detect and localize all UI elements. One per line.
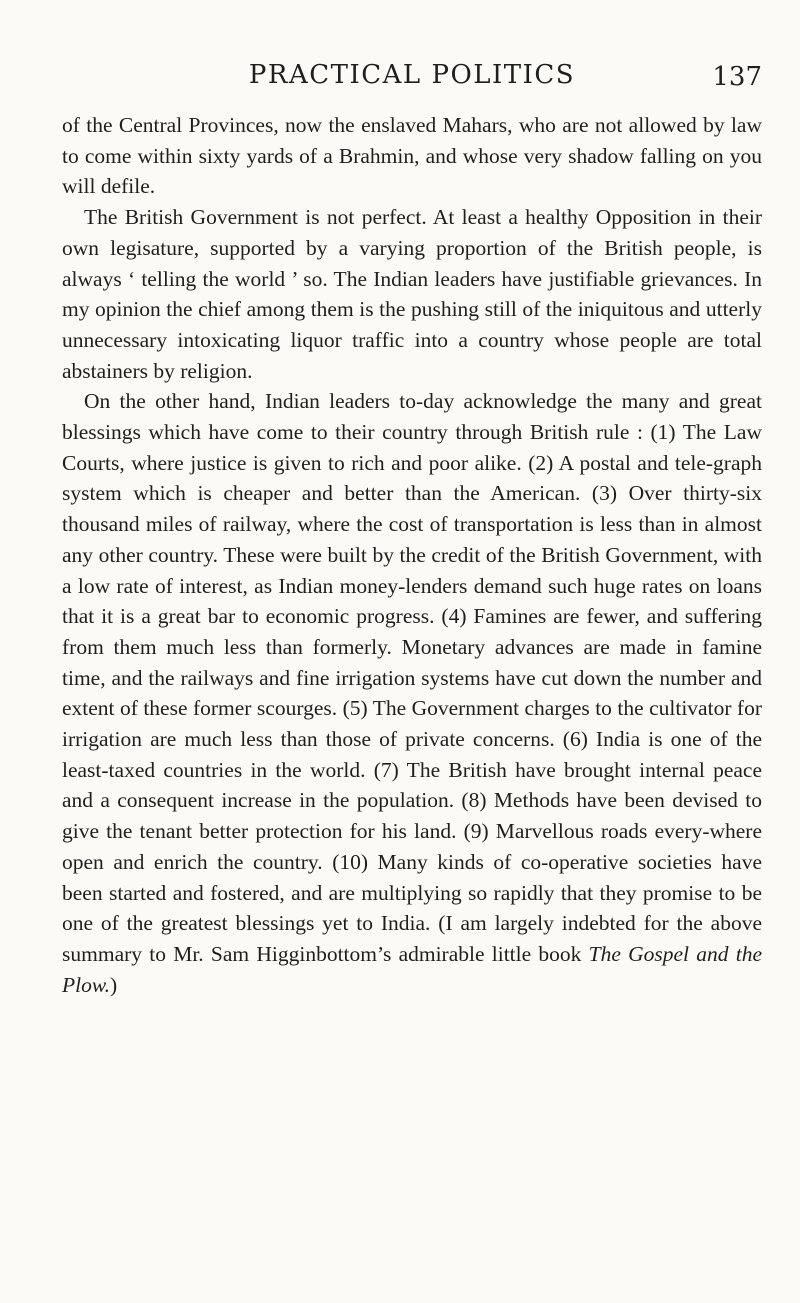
paragraph-3-text: On the other hand, Indian leaders to-day acknowledge the many and great blessings which have come to their country through British rule : (1) The Law Courts, where justice is given to rich and poor alike. (2) A postal and tele-graph system which is cheaper and better than the American. (3) Over thirty-six thousand miles of railway, where the cost of transportation is less than in almost any other country. These were built by the credit of the British Government, with a low rate of interest, as Indian money-lenders demand such huge rates on loans that it is a great bar to economic progress. (4) Famines are fewer, and suffering from them much less than formerly. Monetary advances are made in famine time, and the railways and fine irrigation systems have cut down the number and extent of these former scourges. (5) The Government charges to the cultivator for irrigation are much less than those of private concerns. (6) India is one of the least-taxed countries in the world. (7) The British have brought internal peace and a consequent increase in the population. (8) Methods have been devised to give the tenant better protection for his land. (9) Marvellous roads every-where open and enrich the country. (10) Many kinds of co-operative societies have been started and fostered, and are multiplying so rapidly that they promise to be one of the greatest blessings yet to India. (I am largely indebted for the above summary to Mr. Sam Higginbottom’s admirable little book	[62, 389, 762, 966]
paragraph-2: The British Government is not perfect. At least a healthy Opposition in their own legisature, supported by a varying proportion of the British people, is always ‘ telling the world ’ so. The Indian leaders have justifiable grievances. In my opinion the chief among them is the pushing still of the iniquitous and utterly unnecessary intoxicating liquor traffic into a country whose people are total abstainers by religion.	[62, 205, 762, 383]
page-number: 137	[712, 62, 762, 92]
closing-parenthesis: )	[109, 972, 118, 997]
page-header	[62, 60, 762, 100]
body-text	[62, 110, 762, 1000]
paragraph-3	[62, 386, 762, 1000]
running-head: PRACTICAL POLITICS	[248, 60, 576, 90]
book-title: The Gospel and the Plow.	[62, 941, 762, 997]
paragraph-1: of the Central Provinces, now the enslaved Mahars, who are not allowed by law to come within sixty yards of a Brahmin, and whose very shadow falling on you will defile.	[62, 113, 762, 199]
